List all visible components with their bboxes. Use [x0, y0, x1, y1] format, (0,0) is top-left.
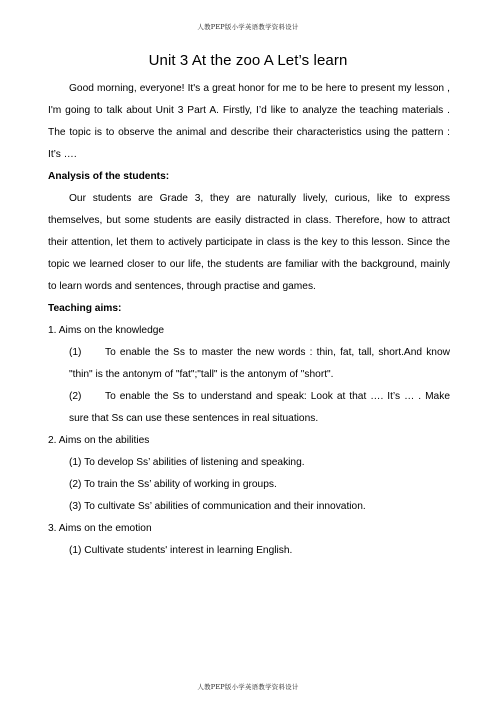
aim-emotion-heading: 3. Aims on the emotion	[48, 523, 152, 534]
page-title: Unit 3 At the zoo A Let’s learn	[148, 52, 348, 69]
students-heading: Analysis of the students:	[48, 171, 170, 182]
aim-emotion-item-1: (1) Cultivate students' interest in learning English.	[69, 545, 293, 556]
aim-knowledge-item-1	[48, 342, 450, 386]
aim-knowledge-item-2	[48, 386, 450, 430]
item-number: (1)	[69, 347, 82, 358]
aim-abilities-item-1: (1) To develop Ss’ abilities of listening and speaking.	[69, 457, 305, 468]
item-text: To enable the Ss to understand and speak: Look at that …. It’s … . Make sure that Ss can use these sentences in real situations.	[69, 391, 450, 424]
aim-knowledge-heading: 1. Aims on the knowledge	[48, 325, 165, 336]
page-footer: 人教PEP版小学英语教学资料设计	[197, 683, 299, 691]
item-text: To enable the Ss to master the new words : thin, fat, tall, short.And know "thin" is the antonym of "fat";"tall" is the antonym of "short".	[69, 347, 450, 380]
intro-paragraph: Good morning, everyone! It's a great honor for me to be here to present my lesson , I'm going to talk about Unit 3 Part A. Firstly, I’d like to analyze the teaching materials . The topic is to observe the animal and describe their characteristics using the pattern : It’s ….	[48, 83, 450, 160]
aim-abilities-item-3: (3) To cultivate Ss’ abilities of communication and their innovation.	[69, 501, 366, 512]
document-body	[48, 78, 450, 562]
item-number: (2)	[69, 391, 82, 402]
aims-heading: Teaching aims:	[48, 303, 122, 314]
page-header: 人教PEP版小学英语教学资料设计	[197, 23, 299, 31]
aim-abilities-heading: 2. Aims on the abilities	[48, 435, 150, 446]
students-paragraph: Our students are Grade 3, they are naturally lively, curious, like to express themselves, but some students are easily distracted in class. Therefore, how to attract their attention, let them to actively participate in class is the key to this lesson. Since the topic we learned closer to our life, the students are familiar with the background, mainly to learn words and sentences, through practise and games.	[48, 193, 450, 292]
aim-abilities-item-2: (2) To train the Ss’ ability of working in groups.	[69, 479, 277, 490]
